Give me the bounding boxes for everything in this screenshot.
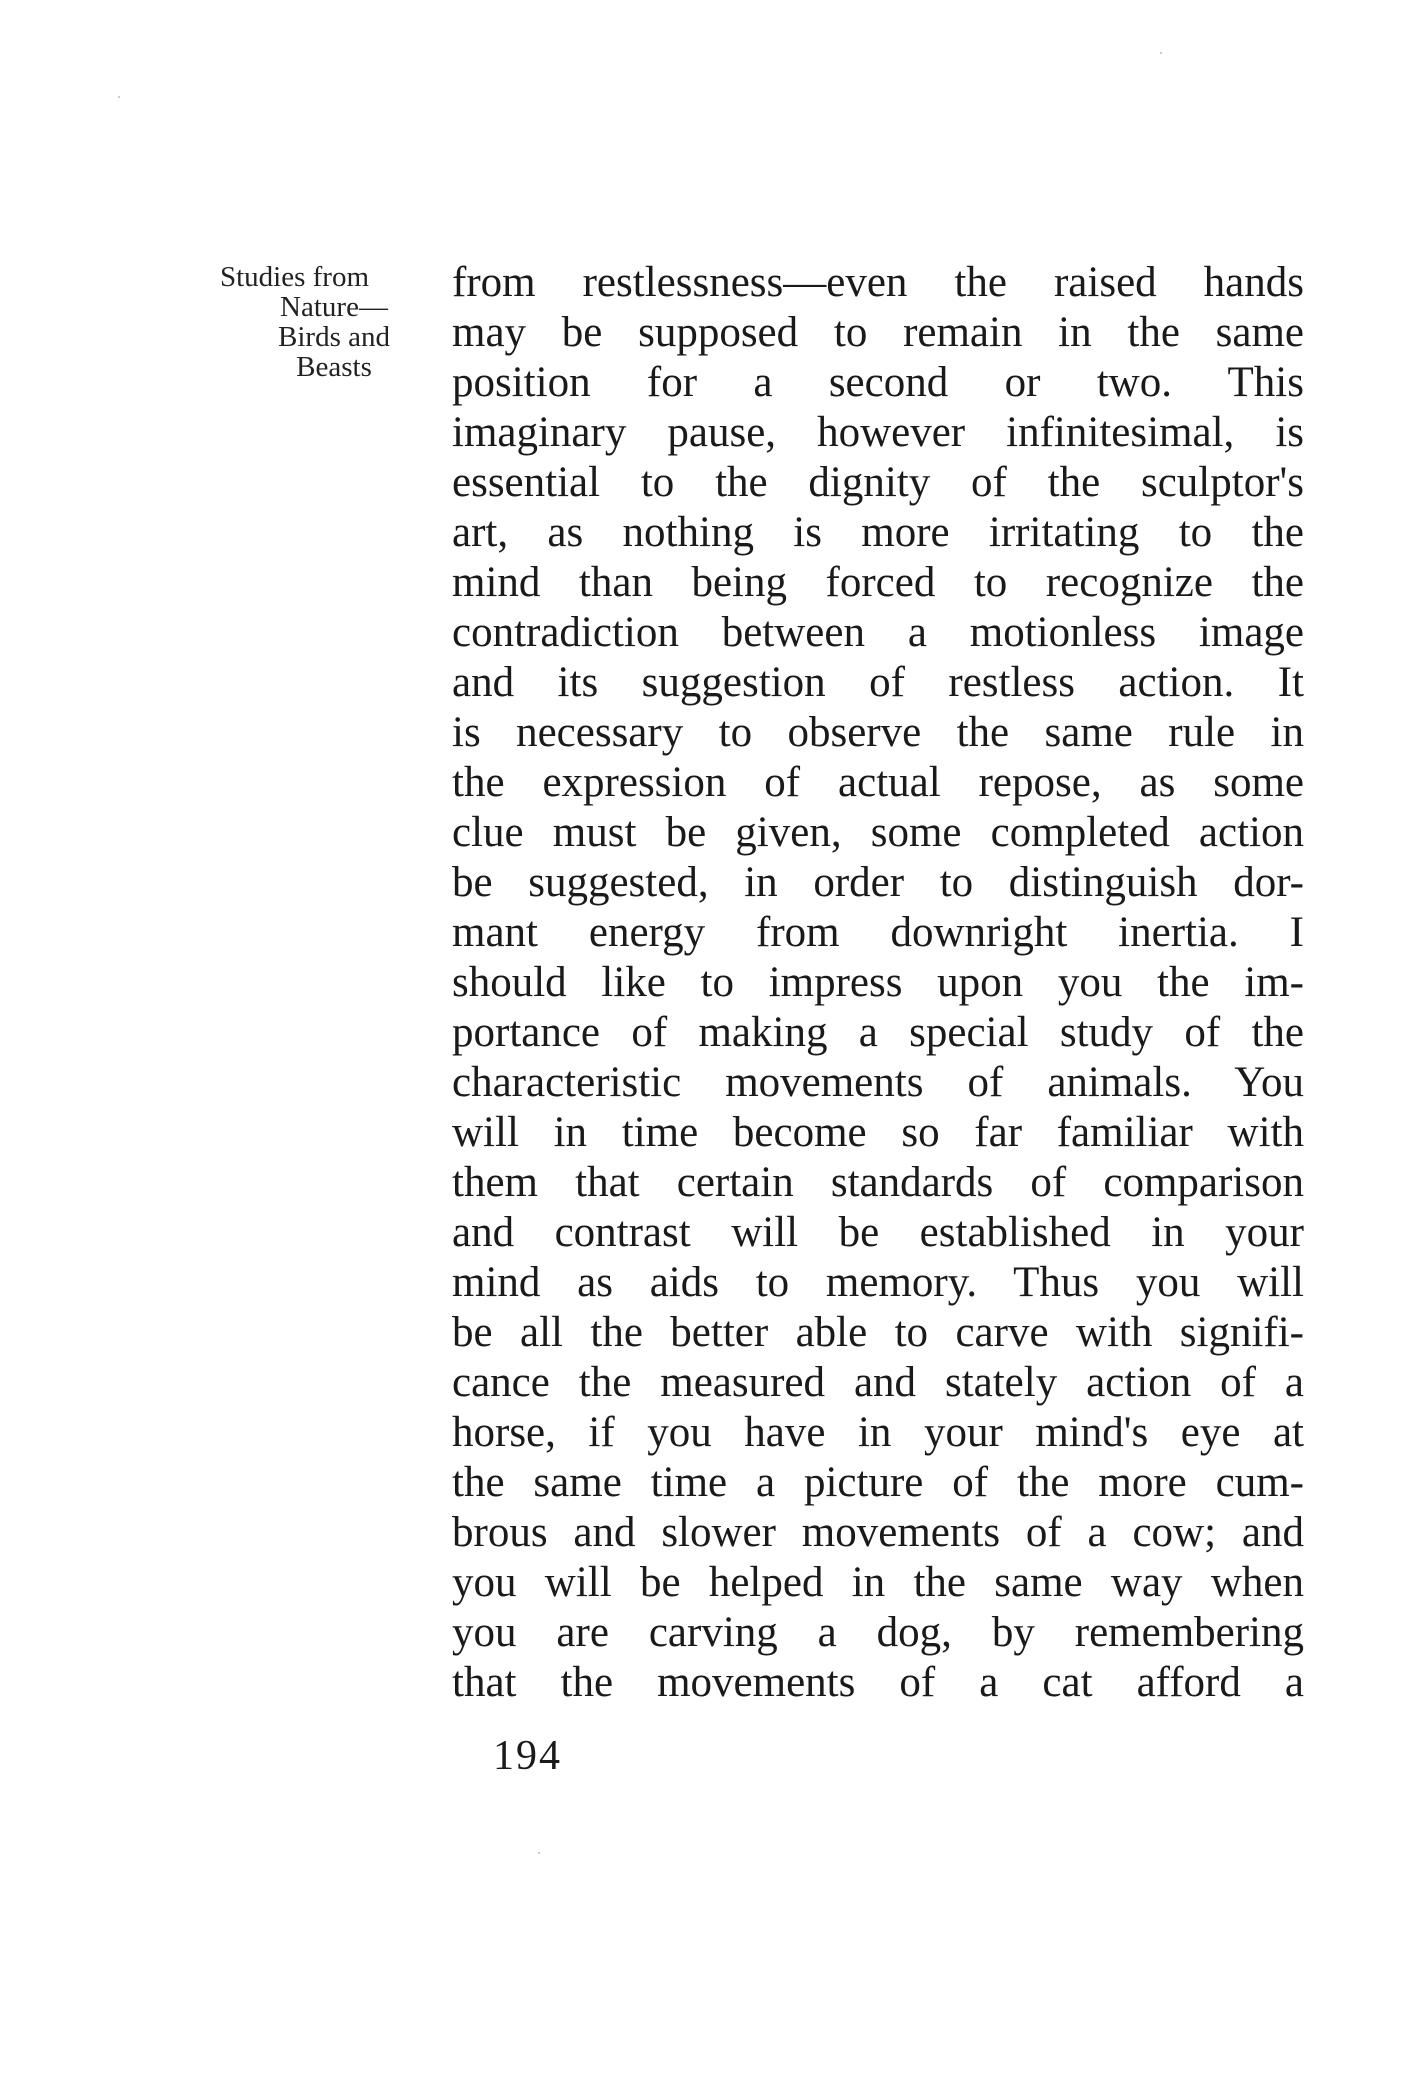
paper-speck: [538, 1852, 540, 1854]
text-line: imaginary pause, however infinitesimal, is: [452, 409, 1304, 456]
text-line: characteristic movements of animals. You: [452, 1059, 1304, 1106]
page-number: 194: [493, 1733, 562, 1779]
margin-note-line: Beasts: [296, 351, 372, 383]
body-text: [452, 258, 1304, 1708]
text-line: position for a second or two. This: [452, 359, 1304, 406]
text-line: be all the better able to carve with signifi-: [452, 1309, 1304, 1356]
text-line: clue must be given, some completed action: [452, 809, 1304, 856]
text-line: essential to the dignity of the sculptor's: [452, 459, 1304, 506]
text-line: the expression of actual repose, as some: [452, 759, 1304, 806]
text-line: and contrast will be established in your: [452, 1209, 1304, 1256]
text-line: brous and slower movements of a cow; and: [452, 1509, 1304, 1556]
text-line: will in time become so far familiar with: [452, 1109, 1304, 1156]
text-line: mant energy from downright inertia. I: [452, 909, 1304, 956]
text-line: mind as aids to memory. Thus you will: [452, 1259, 1304, 1306]
margin-note-line: Birds and: [278, 321, 390, 353]
text-line: that the movements of a cat afford a: [452, 1659, 1304, 1706]
text-line: may be supposed to remain in the same: [452, 309, 1304, 356]
text-line: you are carving a dog, by remembering: [452, 1609, 1304, 1656]
text-line: should like to impress upon you the im-: [452, 959, 1304, 1006]
text-line: you will be helped in the same way when: [452, 1559, 1304, 1606]
text-line: horse, if you have in your mind's eye at: [452, 1409, 1304, 1456]
margin-note-line: Studies from: [220, 261, 370, 293]
margin-note: [220, 261, 440, 383]
text-line: art, as nothing is more irritating to the: [452, 509, 1304, 556]
text-line: contradiction between a motionless image: [452, 609, 1304, 656]
margin-note-line: Nature—: [280, 291, 388, 323]
text-line: the same time a picture of the more cum-: [452, 1459, 1304, 1506]
text-line: and its suggestion of restless action. It: [452, 659, 1304, 706]
text-line: them that certain standards of comparison: [452, 1159, 1304, 1206]
text-line: portance of making a special study of the: [452, 1009, 1304, 1056]
text-line: is necessary to observe the same rule in: [452, 709, 1304, 756]
text-line: be suggested, in order to distinguish dor-: [452, 859, 1304, 906]
text-line: mind than being forced to recognize the: [452, 559, 1304, 606]
text-line: cance the measured and stately action of a: [452, 1359, 1304, 1406]
paper-speck: [118, 96, 120, 98]
text-line: from restlessness—even the raised hands: [452, 259, 1304, 306]
paper-speck: [1160, 52, 1162, 54]
